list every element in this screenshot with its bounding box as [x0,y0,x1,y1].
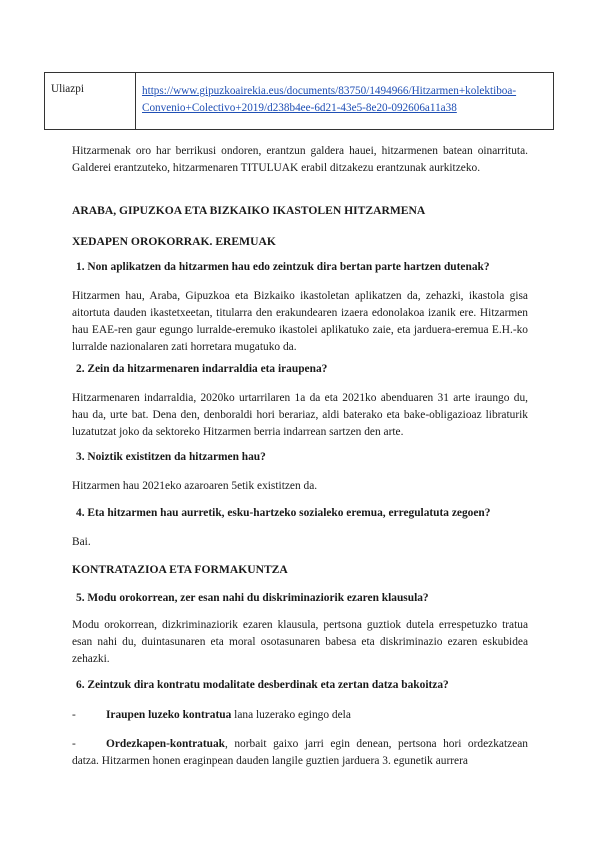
source-link-line2: Convenio+Colectivo+2019/d238b4ee-6d21-43e5-8e20-092606a11a38 [142,102,457,114]
intro-paragraph: Hitzarmenak oro har berrikusi ondoren, erantzun galdera hauei, hitzarmenen batean oinarrituta. Galderei erantzuteko, hitzarmenaren TITULUAK erabil ditzakezu erantzunak aurkitzeko. [72,145,528,174]
list-item-text: lana luzerako egingo dela [231,709,351,721]
source-link-line1: https://www.gipuzkoairekia.eus/documents/83750/1494966/Hitzarmen+kolektiboa- [142,85,517,97]
document-title: ARABA, GIPUZKOA ETA BIZKAIKO IKASTOLEN HITZARMENA [72,204,426,217]
answer-2: Hitzarmenaren indarraldia, 2020ko urtarrilaren 1a da eta 2021ko abenduaren 31 arte iraungo du, hau da, urte bat. Dena den, denboraldi hori berariaz, aldi baterako eta bake-obligazioaz libraturik luzatutzat joko da sektoreko Hitzarmen berria indarrean sartzen den arte. [72,392,528,438]
answer-1: Hitzarmen hau, Araba, Gipuzkoa eta Bizkaiko ikastoletan aplikatzen da, zehazki, ikastola gisa aitortuta dauden ikastetxeetan, titularra den erakundearen izaera edonolakoa izanik ere. Hitzarmen hau EAE-ren gaur egungo lurralde-eremuko ikastolei aplikatuko zaie, eta jarduera-eremua E.H.-ko lurralde nazionalaren zati horretara mugatuko da. [72,290,528,353]
list-item-term: Ordezkapen-kontratuak [106,738,225,750]
list-item-text: , norbait gaixo jarri egin denean, pertsona hori ordezkatzean datza. Hitzarmen honen eraginpean dauden langile guztien jarduera 3. egunetik aurrera [72,738,528,767]
source-link-cell [136,73,554,130]
section-heading-general: XEDAPEN OROKORRAK. EREMUAK [72,235,276,248]
source-link[interactable] [142,85,516,114]
question-6: 6. Zeintzuk dira kontratu modalitate desberdinak eta zertan datza bakoitza? [76,679,449,691]
list-item: - Iraupen luzeko kontratua lana luzerako egingo dela [72,709,351,721]
question-1: 1. Non aplikatzen da hitzarmen hau edo zeintzuk dira bertan parte hartzen dutenak? [76,261,490,273]
source-label: Uliazpi [45,73,136,130]
answer-5: Modu orokorrean, dizkriminaziorik ezaren klausula, pertsona guztiok dutela errespetuzko tratua esan nahi du, duintasunaren eta moral osotasunaren babesa eta diskriminazio ezaren eskubidea zehazki. [72,619,528,665]
question-2: 2. Zein da hitzarmenaren indarraldia eta iraupena? [76,363,328,375]
source-table [44,72,554,130]
question-5: 5. Modu orokorrean, zer esan nahi du diskriminaziorik ezaren klausula? [76,592,429,604]
answer-3: Hitzarmen hau 2021eko azaroaren 5etik existitzen da. [72,480,318,492]
question-4: 4. Eta hitzarmen hau aurretik, esku-hartzeko sozialeko eremua, erregulatuta zegoen? [76,507,491,519]
list-item-term: Iraupen luzeko kontratua [106,709,232,721]
section-heading-contracting: KONTRATAZIOA ETA FORMAKUNTZA [72,563,288,576]
answer-4: Bai. [72,536,91,548]
question-3: 3. Noiztik existitzen da hitzarmen hau? [76,451,266,463]
list-item: - Ordezkapen-kontratuak, norbait gaixo jarri egin denean, pertsona hori ordezkatzean datza. Hitzarmen honen eraginpean dauden langile guztien jarduera 3. egunetik aurrera [72,738,528,767]
